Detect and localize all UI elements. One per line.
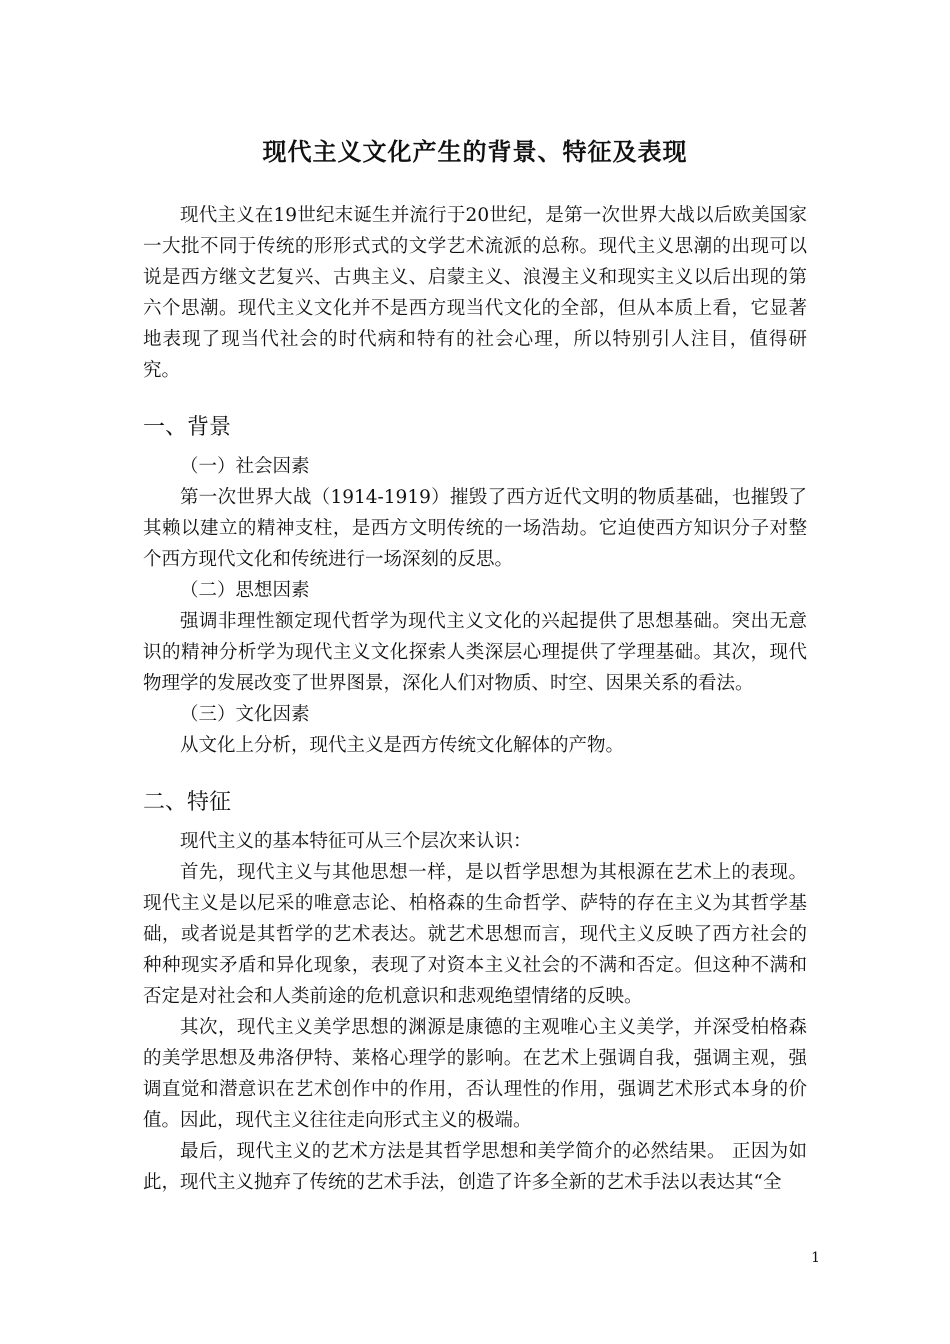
- subheading-thought: （二）思想因素: [180, 580, 310, 601]
- subheading-social: （一）社会因素: [180, 456, 310, 477]
- paragraph-thought: 强调非理性额定现代哲学为现代主义文化的兴起提供了思想基础。突出无意识的精神分析学为现代主义文化探索人类深层心理提供了学理基础。其次，现代物理学的发展改变了世界图景，深化人们对物质、时空、因果关系的看法。: [143, 611, 807, 694]
- paragraph-features-second: 其次，现代主义美学思想的渊源是康德的主观唯心主义美学，并深受柏格森的美学思想及弗洛伊特、莱格心理学的影响。在艺术上强调自我，强调主观，强调直觉和潜意识在艺术创作中的作用，否认理性的作用，强调艺术形式本身的价值。因此，现代主义往往走向形式主义的极端。: [143, 1017, 807, 1131]
- document-title: 现代主义文化产生的背景、特征及表现: [262, 138, 688, 166]
- section-heading-background: 一、背景: [143, 415, 232, 440]
- paragraph-social: 第一次世界大战（1914-1919）摧毁了西方近代文明的物质基础，也摧毁了其赖以建立的精神支柱，是西方文明传统的一场浩劫。它迫使西方知识分子对整个西方现代文化和传统进行一场深刻的反思。: [143, 487, 807, 570]
- page-number: 1: [811, 1250, 820, 1266]
- document-body: [143, 200, 807, 1198]
- paragraph-features-third: 最后，现代主义的艺术方法是其哲学思想和美学简介的必然结果。 正因为如此，现代主义抛弃了传统的艺术手法，创造了许多全新的艺术手法以表达其“全: [143, 1141, 807, 1193]
- subheading-culture: （三）文化因素: [180, 704, 310, 725]
- paragraph-features-intro: 现代主义的基本特征可从三个层次来认识：: [180, 831, 532, 852]
- intro-paragraph: 现代主义在19世纪末诞生并流行于20世纪，是第一次世界大战以后欧美国家一大批不同于传统的形形式式的文学艺术流派的总称。现代主义思潮的出现可以说是西方继文艺复兴、古典主义、启蒙主义、浪漫主义和现实主义以后出现的第六个思潮。现代主义文化并不是西方现当代文化的全部，但从本质上看，它显著地表现了现当代社会的时代病和特有的社会心理，所以特别引人注目，值得研究。: [143, 205, 807, 381]
- section-heading-features: 二、特征: [143, 790, 232, 815]
- paragraph-culture: 从文化上分析，现代主义是西方传统文化解体的产物。: [180, 735, 625, 756]
- paragraph-features-first: 首先，现代主义与其他思想一样，是以哲学思想为其根源在艺术上的表现。现代主义是以尼采的唯意志论、柏格森的生命哲学、萨特的存在主义为其哲学基础，或者说是其哲学的艺术表达。就艺术思想而言，现代主义反映了西方社会的种种现实矛盾和异化现象，表现了对资本主义社会的不满和否定。但这种不满和否定是对社会和人类前途的危机意识和悲观绝望情绪的反映。: [143, 862, 807, 1007]
